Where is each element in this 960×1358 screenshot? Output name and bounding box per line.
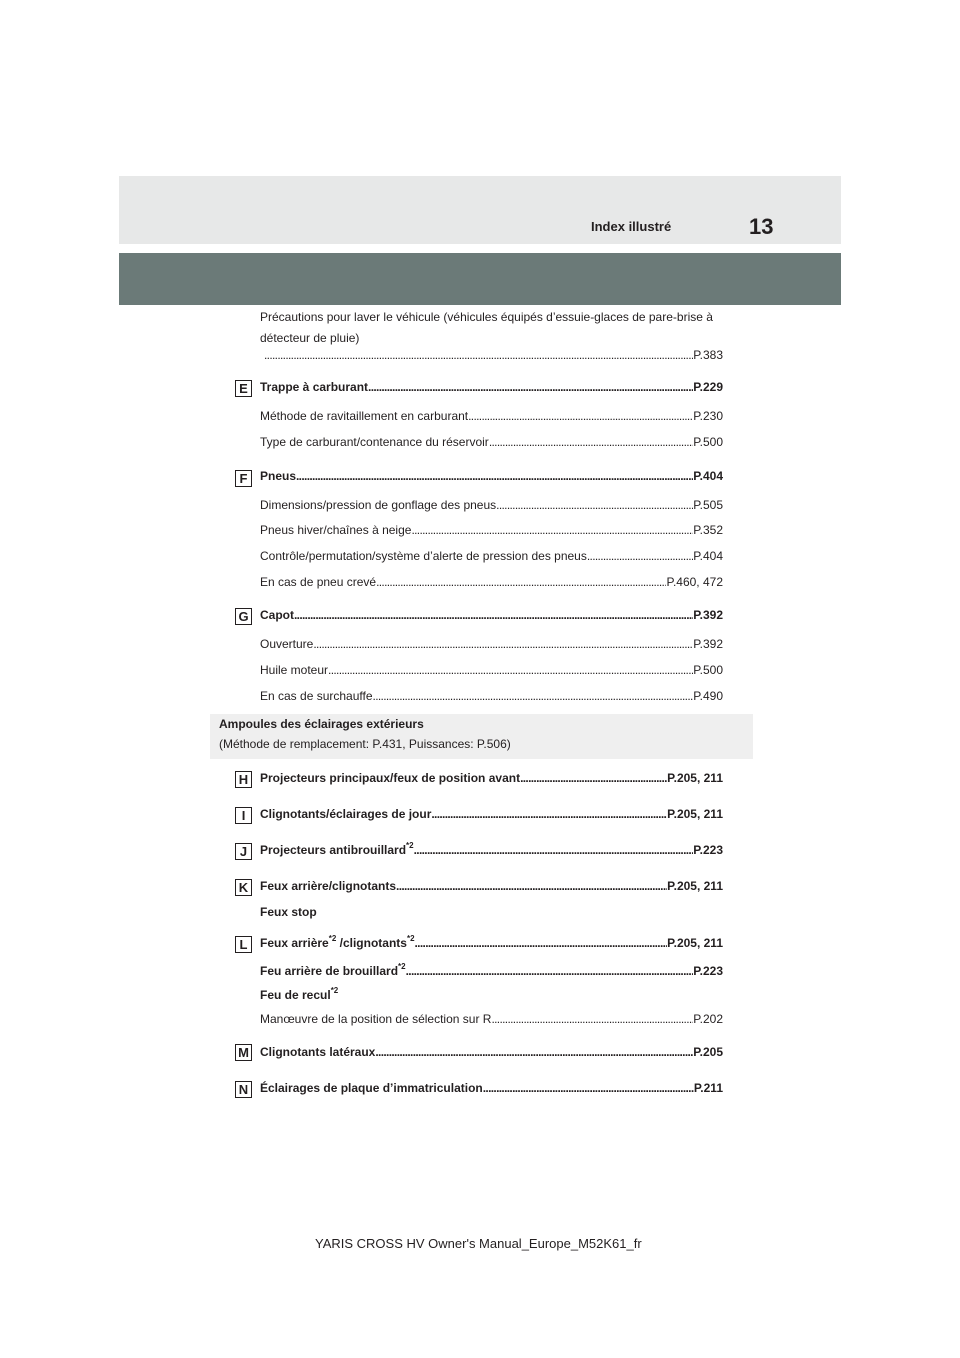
intro-line-1: Précautions pour laver le véhicule (véhicules équipés d’essuie-glaces de pare-brise à xyxy=(260,310,713,324)
entry-tail-lights[interactable]: Feux arrière$^{*2}$ /clignotants$^{*2}$ . . . P.205, 211 xyxy=(260,936,723,954)
section-title: Ampoules des éclairages extérieurs xyxy=(219,717,424,731)
entry-reverse-shift[interactable]: Manœuvre de la position de sélection sur R . . . P.202 xyxy=(260,1012,723,1030)
entry-stop-lights: Feux stop xyxy=(260,905,317,919)
callout-letter-n: N xyxy=(235,1081,252,1098)
callout-letter-l: L xyxy=(235,936,252,953)
header-dark-band xyxy=(119,253,841,305)
intro-page-entry xyxy=(260,348,723,366)
entry-tire-check[interactable]: Contrôle/permutation/système d’alerte de pression des pneus . . . P.404 xyxy=(260,549,723,567)
entry-engine-oil[interactable]: Huile moteur . . . P.500 xyxy=(260,663,723,681)
entry-fuel-door[interactable]: Trappe à carburant . . . P.229 xyxy=(260,380,723,398)
footnote-mark: *2 xyxy=(330,986,339,995)
intro-line-2: détecteur de pluie) xyxy=(260,331,360,345)
entry-tires[interactable]: Pneus . . . P.404 xyxy=(260,469,723,487)
entry-overheating[interactable]: En cas de surchauffe . . . P.490 xyxy=(260,689,723,707)
callout-letter-e: E xyxy=(235,380,252,397)
entry-fuel-type[interactable]: Type de carburant/contenance du réservoir . . . P.500 xyxy=(260,435,723,453)
callout-letter-h: H xyxy=(235,771,252,788)
intro-page: P.383 xyxy=(693,348,723,362)
entry-fog-lights[interactable]: Projecteurs antibrouillard$^{*2}$ . . . P.223 xyxy=(260,843,723,861)
entry-reverse-light: Feu de recul$^{*2}$ xyxy=(260,986,339,1002)
entry-flat-tire[interactable]: En cas de pneu crevé . . . P.460, 472 xyxy=(260,575,723,593)
footnote-mark: *2 xyxy=(398,962,406,971)
entry-turn-signals-drl[interactable]: Clignotants/éclairages de jour . . . P.205, 211 xyxy=(260,807,723,825)
callout-letter-g: G xyxy=(235,608,252,625)
footnote-mark: *2 xyxy=(406,934,415,943)
entry-hood[interactable]: Capot . . . P.392 xyxy=(260,608,723,626)
entry-winter-tires[interactable]: Pneus hiver/chaînes à neige . . . P.352 xyxy=(260,523,723,541)
callout-letter-i: I xyxy=(235,807,252,824)
callout-letter-j: J xyxy=(235,843,252,860)
entry-rear-lights[interactable]: Feux arrière/clignotants . . . P.205, 211 xyxy=(260,879,723,897)
entry-license-plate-lights[interactable]: Éclairages de plaque d’immatriculation . . . P.211 xyxy=(260,1081,723,1099)
header-band xyxy=(119,176,841,244)
callout-letter-f: F xyxy=(235,470,252,487)
entry-tire-pressure[interactable]: Dimensions/pression de gonflage des pneus . . . P.505 xyxy=(260,498,723,516)
entry-rear-fog-light[interactable]: Feu arrière de brouillard$^{*2}$ . . . P.223 xyxy=(260,964,723,982)
footnote-mark: *2 xyxy=(328,934,337,943)
footer-manual-id: YARIS CROSS HV Owner's Manual_Europe_M52K61_fr xyxy=(315,1236,642,1251)
entry-hood-opening[interactable]: Ouverture . . . P.392 xyxy=(260,637,723,655)
header-title: Index illustré xyxy=(591,219,672,234)
callout-letter-k: K xyxy=(235,879,252,896)
entry-side-indicators[interactable]: Clignotants latéraux . . . P.205 xyxy=(260,1045,723,1063)
section-subtitle: (Méthode de remplacement: P.431, Puissances: P.506) xyxy=(219,737,511,751)
page-number: 13 xyxy=(749,214,774,239)
footnote-mark: *2 xyxy=(406,841,414,850)
entry-refuel-method[interactable]: Méthode de ravitaillement en carburant . . . P.230 xyxy=(260,409,723,427)
entry-headlights[interactable]: Projecteurs principaux/feux de position avant . . . P.205, 211 xyxy=(260,771,723,789)
callout-letter-m: M xyxy=(235,1044,252,1061)
